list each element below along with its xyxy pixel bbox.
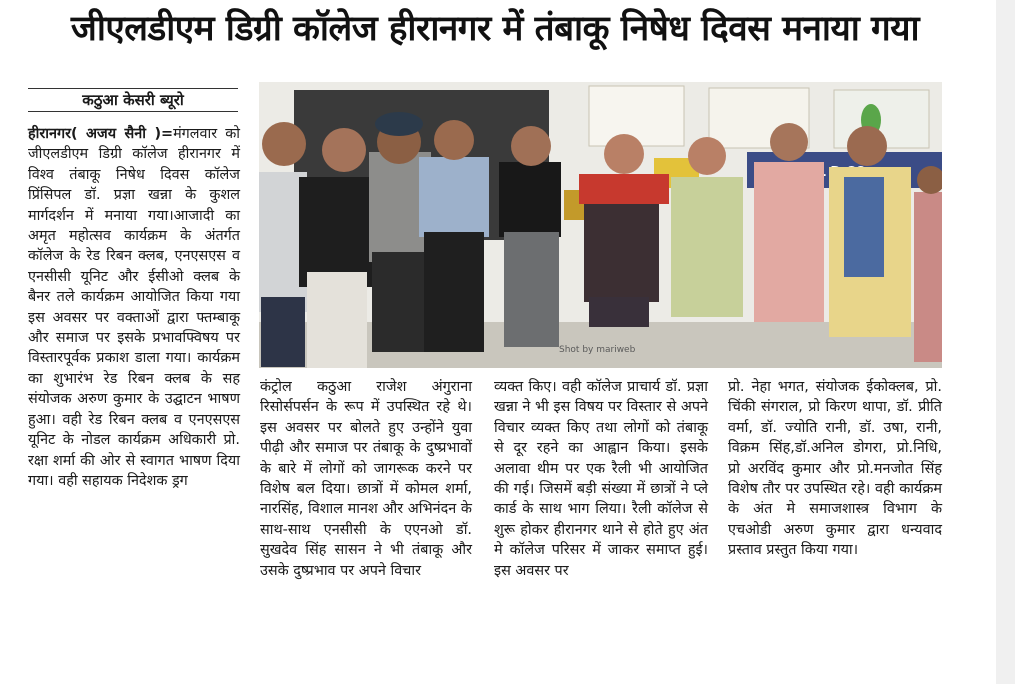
column-1-text: मंगलवार को जीएलडीएम डिग्री कॉलेज हीरानगर में विश्व तंबाकू निषेध दिवस कॉलेज प्रिंसिपल डॉ. प्रज्ञा खन्ना के कुशल मार्गदर्शन में मनाया गया।आजादी का अमृत महोत्सव कार्यक्रम के अंतर्गत कॉलेज के रेड रिबन क्लब, एनएसएस व एनसीसी यूनिट और ईसीओ क्लब के बैनर तले कार्यक्रम आयोजित किया गया इस अवसर पर वक्ताओं द्वारा फ्तम्बाकू और समाज पर इसके प्रभावफ्विषय पर विस्तारपूर्वक प्रकाश डाला गया। कार्यक्रम का शुभारंभ रेड रिबन क्लब के सह संयोजक अरुण कुमार के उद्घाटन भाषण हुआ। वही रेड रिबन क्लब व एनएसएस यूनिट के नोडल कार्यक्रम अधिकारी प्रो. रक्षा शर्मा की ओर से स्वागत भाषण दिया गया। वही सहायक निदेशक ड्रग	[28, 126, 240, 489]
article-column-4	[728, 377, 942, 561]
dateline: हीरानगर( अजय सैनी )=	[28, 126, 174, 142]
byline: कठुआ केसरी ब्यूरो	[28, 88, 238, 112]
page-gutter	[996, 0, 1015, 684]
article-column-3	[494, 377, 708, 581]
column-2-text: कंट्रोल कठुआ राजेश अंगुराना रिसोर्सपर्सन के रूप में उपस्थित रहे थे। इस अवसर पर बोलते हुए उन्होंने युवा पीढ़ी और समाज पर तंबाकू के दुष्प्रभावों के बारे में लोगों को जागरूक करने पर विशेष बल दिया। छात्रों में कोमल शर्मा, नारसिंह, विशाल मानश और अभिनंदन के साथ-साथ एनसीसी के एएनओ डॉ. सुखदेव सिंह सासन ने भी तंबाकू और उसके दुष्प्रभाव पर अपने विचार	[260, 379, 472, 579]
headline: जीएलडीएम डिग्री कॉलेज हीरानगर में तंबाकू निषेध दिवस मनाया गया	[70, 9, 920, 49]
photo-watermark: Shot by mariweb	[559, 345, 636, 355]
news-photo	[259, 82, 942, 368]
article-column-1	[28, 124, 240, 491]
column-3-text: व्यक्त किए। वही कॉलेज प्राचार्य डॉ. प्रज्ञा खन्ना ने भी इस विषय पर विस्तार से अपने विचार व्यक्त किए तथा लोगों को तंबाकू से दूर रहने का आह्वान किया। इसके अलावा थीम पर एक रैली भी आयोजित की गई। जिसमें बड़ी संख्या में छात्रों ने प्ले कार्ड के साथ भाग लिया। रैली कॉलेज से शुरू होकर हीरानगर थाने से होते हुए अंत मे कॉलेज परिसर में जाकर समाप्त हुई। इस अवसर पर	[494, 379, 708, 579]
column-4-text: प्रो. नेहा भगत, संयोजक ईकोक्लब, प्रो. चिंकी संगराल, प्रो किरण थापा, डॉ. प्रीति वर्मा, डॉ. ज्योति रानी, डॉ. उषा, रानी, विक्रम सिंह,डॉ.अनिल डोगरा, प्रो.निधि, प्रो अरविंद कुमार और प्रो.मनजोत सिंह विशेष तौर पर उपस्थित रहे। वही कार्यक्रम के अंत मे समाजशास्त्र विभाग के एचओडी अरुण कुमार द्वारा धन्यवाद प्रस्ताव प्रस्तुत किया गया।	[728, 379, 942, 559]
article-column-2	[260, 377, 472, 581]
